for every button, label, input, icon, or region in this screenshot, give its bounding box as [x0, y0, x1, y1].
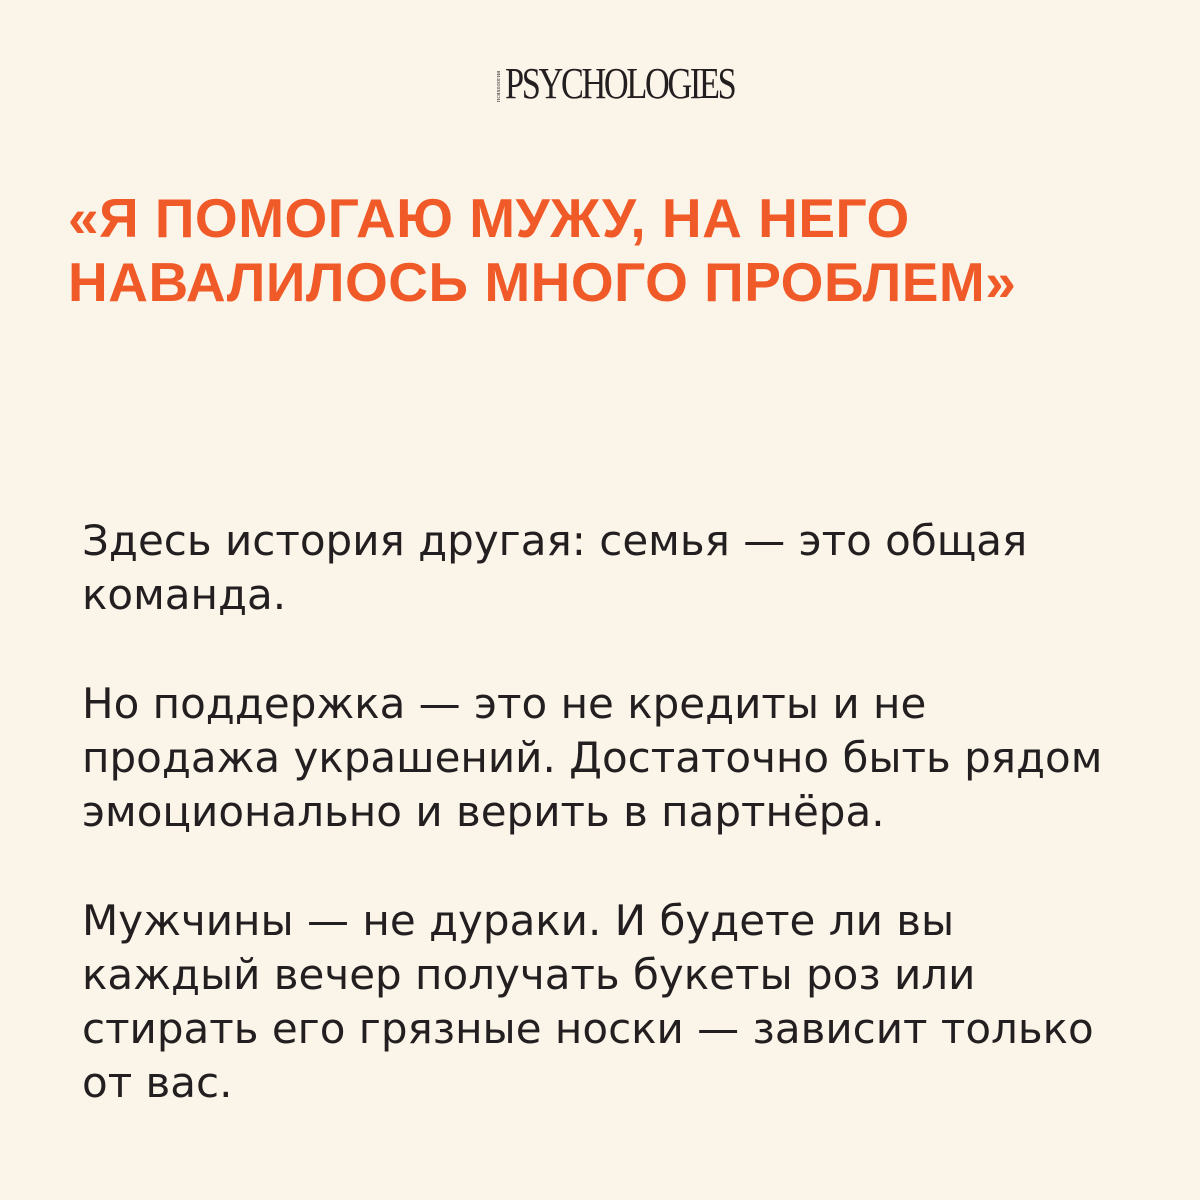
logo-lockup	[495, 59, 734, 108]
paragraph-2: Но поддержка — это не кредиты и не продажа украшений. Достаточно быть рядом эмоционально и верить в партнёра.	[82, 679, 1103, 836]
body-text	[82, 514, 1142, 1165]
paragraph-3: Мужчины — не дураки. И будете ли вы каждый вечер получать букеты роз или стирать его грязные носки — зависит только от вас.	[82, 896, 1094, 1107]
paragraph-1: Здесь история другая: семья — это общая команда.	[82, 516, 1028, 619]
brand-logo	[0, 59, 1200, 111]
logo-wordmark: PSYCHOLOGIES	[504, 59, 734, 108]
logo-small-text: психология	[495, 70, 502, 102]
headline-quote: «Я ПОМОГАЮ МУЖУ, НА НЕГО НАВАЛИЛОСЬ МНОГО ПРОБЛЕМ»	[68, 187, 1017, 313]
